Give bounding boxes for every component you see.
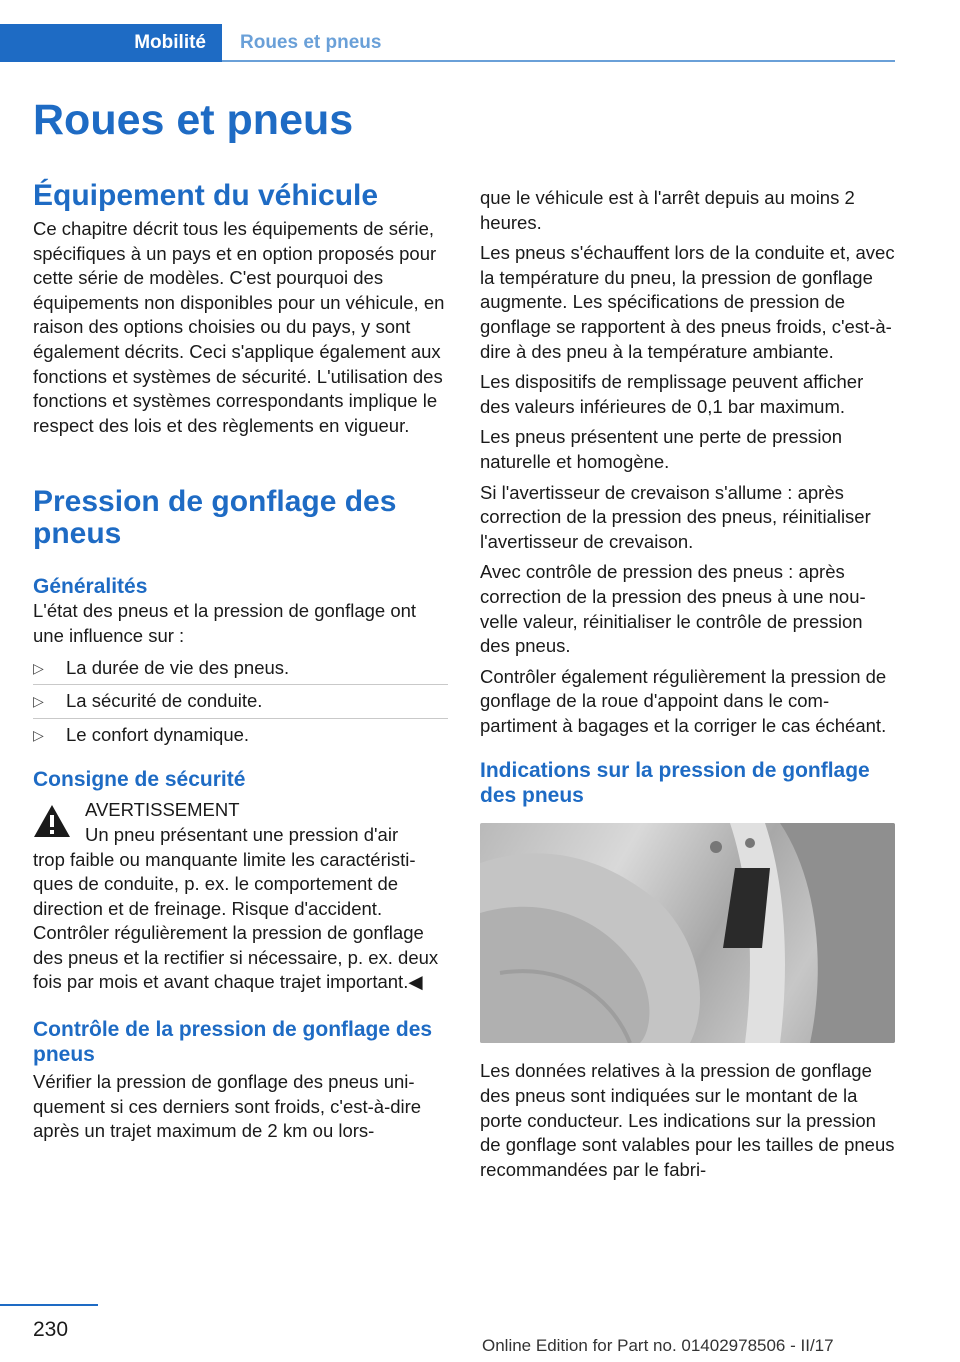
list-item: ▷ La durée de vie des pneus. — [33, 656, 448, 681]
page-title: Roues et pneus — [33, 96, 354, 144]
equipment-heading: Équipement du véhicule — [33, 179, 379, 212]
warning-triangle-icon — [33, 804, 71, 838]
warning-label: AVERTISSEMENT — [85, 799, 240, 821]
bullet-icon: ▷ — [33, 726, 44, 743]
door-pillar-illustration — [480, 823, 895, 1043]
list-item: ▷ La sécurité de conduite. — [33, 689, 448, 714]
paragraph: Les pneus s'échauffent lors de la conduite et, avec la température du pneu, la pression de gonflage augmente. Les spécifications de pression de gonflage se rapportent à des pneus froids, c'est-à-dire à des pneu à la température ambiante. — [480, 242, 895, 362]
paragraph: que le véhicule est à l'arrêt depuis au moins 2 heures. — [480, 187, 855, 233]
section-label: Mobilité — [134, 32, 206, 53]
list-divider — [33, 718, 448, 719]
left-column — [33, 180, 448, 1144]
general-text: L'état des pneus et la pression de gonflage ont une influence sur : — [33, 600, 417, 646]
warning-block — [33, 798, 448, 995]
paragraph: Les données relatives à la pression de gonflage des pneus sont indiquées sur le montant de la porte conducteur. Les indications sur la pression de gonflage sont valables pour les tailles de pneus recommandées par le fabri- — [480, 1060, 895, 1180]
page-number: 230 — [33, 1318, 69, 1341]
bullet-icon: ▷ — [33, 693, 44, 710]
right-column — [480, 186, 895, 1182]
footer-edition: Online Edition for Part no. 01402978506 - II/17 — [482, 1336, 834, 1355]
list-divider — [33, 684, 448, 685]
check-heading: Contrôle de la pression de gonflage des pneus — [33, 1018, 433, 1067]
warning-text: trop faible ou manquante limite les caractéristiques de conduite, p. ex. le comportement de direction et de freinage. Risque d'accident. Contrôler régulièrement la pression de gonflage des pneus et la rectifier si nécessaire, p. ex. deux fois par mois et avant chaque trajet important.◀ — [33, 848, 439, 993]
list-item: ▷ Le confort dynamique. — [33, 723, 448, 748]
footer-divider — [0, 1304, 98, 1306]
bullet-icon: ▷ — [33, 659, 44, 676]
general-heading: Généralités — [33, 575, 148, 599]
paragraph: Contrôler également régulièrement la pression de gonflage de la roue d'appoint dans le compartiment à bagages et la corriger le cas échéant. — [480, 665, 887, 736]
warning-text-first: Un pneu présentant une pression d'air — [85, 823, 399, 845]
indications-heading: Indications sur la pression de gonflage des pneus — [480, 759, 870, 808]
paragraph: Avec contrôle de pression des pneus : après correction de la pression des pneus à une nouvelle valeur, réinitialiser le contrôle de pression des pneus. — [480, 561, 866, 657]
section-tab[interactable] — [0, 24, 222, 62]
paragraph: Les pneus présentent une perte de pression naturelle et homogène. — [480, 426, 843, 472]
door-pillar-photo — [480, 823, 895, 1043]
paragraph: Si l'avertisseur de crevaison s'allume : après correction de la pression des pneus, réinitialiser l'avertisseur de crevaison. — [480, 481, 871, 552]
header-divider — [222, 60, 895, 62]
header-bar — [0, 24, 895, 62]
equipment-text: Ce chapitre décrit tous les équipements de série, spécifiques à un pays et en option proposés pour cette série de modèles. C'est pourquoi des équipements non disponibles pour un véhicule, en raison des options choisies ou du pays, y sont également décrits. Ceci s'applique également aux fonctions et systèmes de sécurité. L'utilisation des fonctions et systèmes correspondants implique le respect des lois et des règlements en vigueur. — [33, 218, 445, 436]
safety-heading: Consigne de sécurité — [33, 768, 246, 792]
pressure-heading: Pression de gonflage des pneus — [33, 485, 397, 551]
bullet-list — [33, 656, 448, 748]
paragraph: Les dispositifs de remplissage peuvent afficher des valeurs inférieures de 0,1 bar maximum. — [480, 371, 864, 417]
chapter-tab[interactable] — [240, 24, 381, 62]
check-text: Vérifier la pression de gonflage des pneus uniquement si ces derniers sont froids, c'est-à-dire après un trajet maximum de 2 km ou lors- — [33, 1071, 422, 1142]
chapter-label: Roues et pneus — [240, 32, 382, 53]
